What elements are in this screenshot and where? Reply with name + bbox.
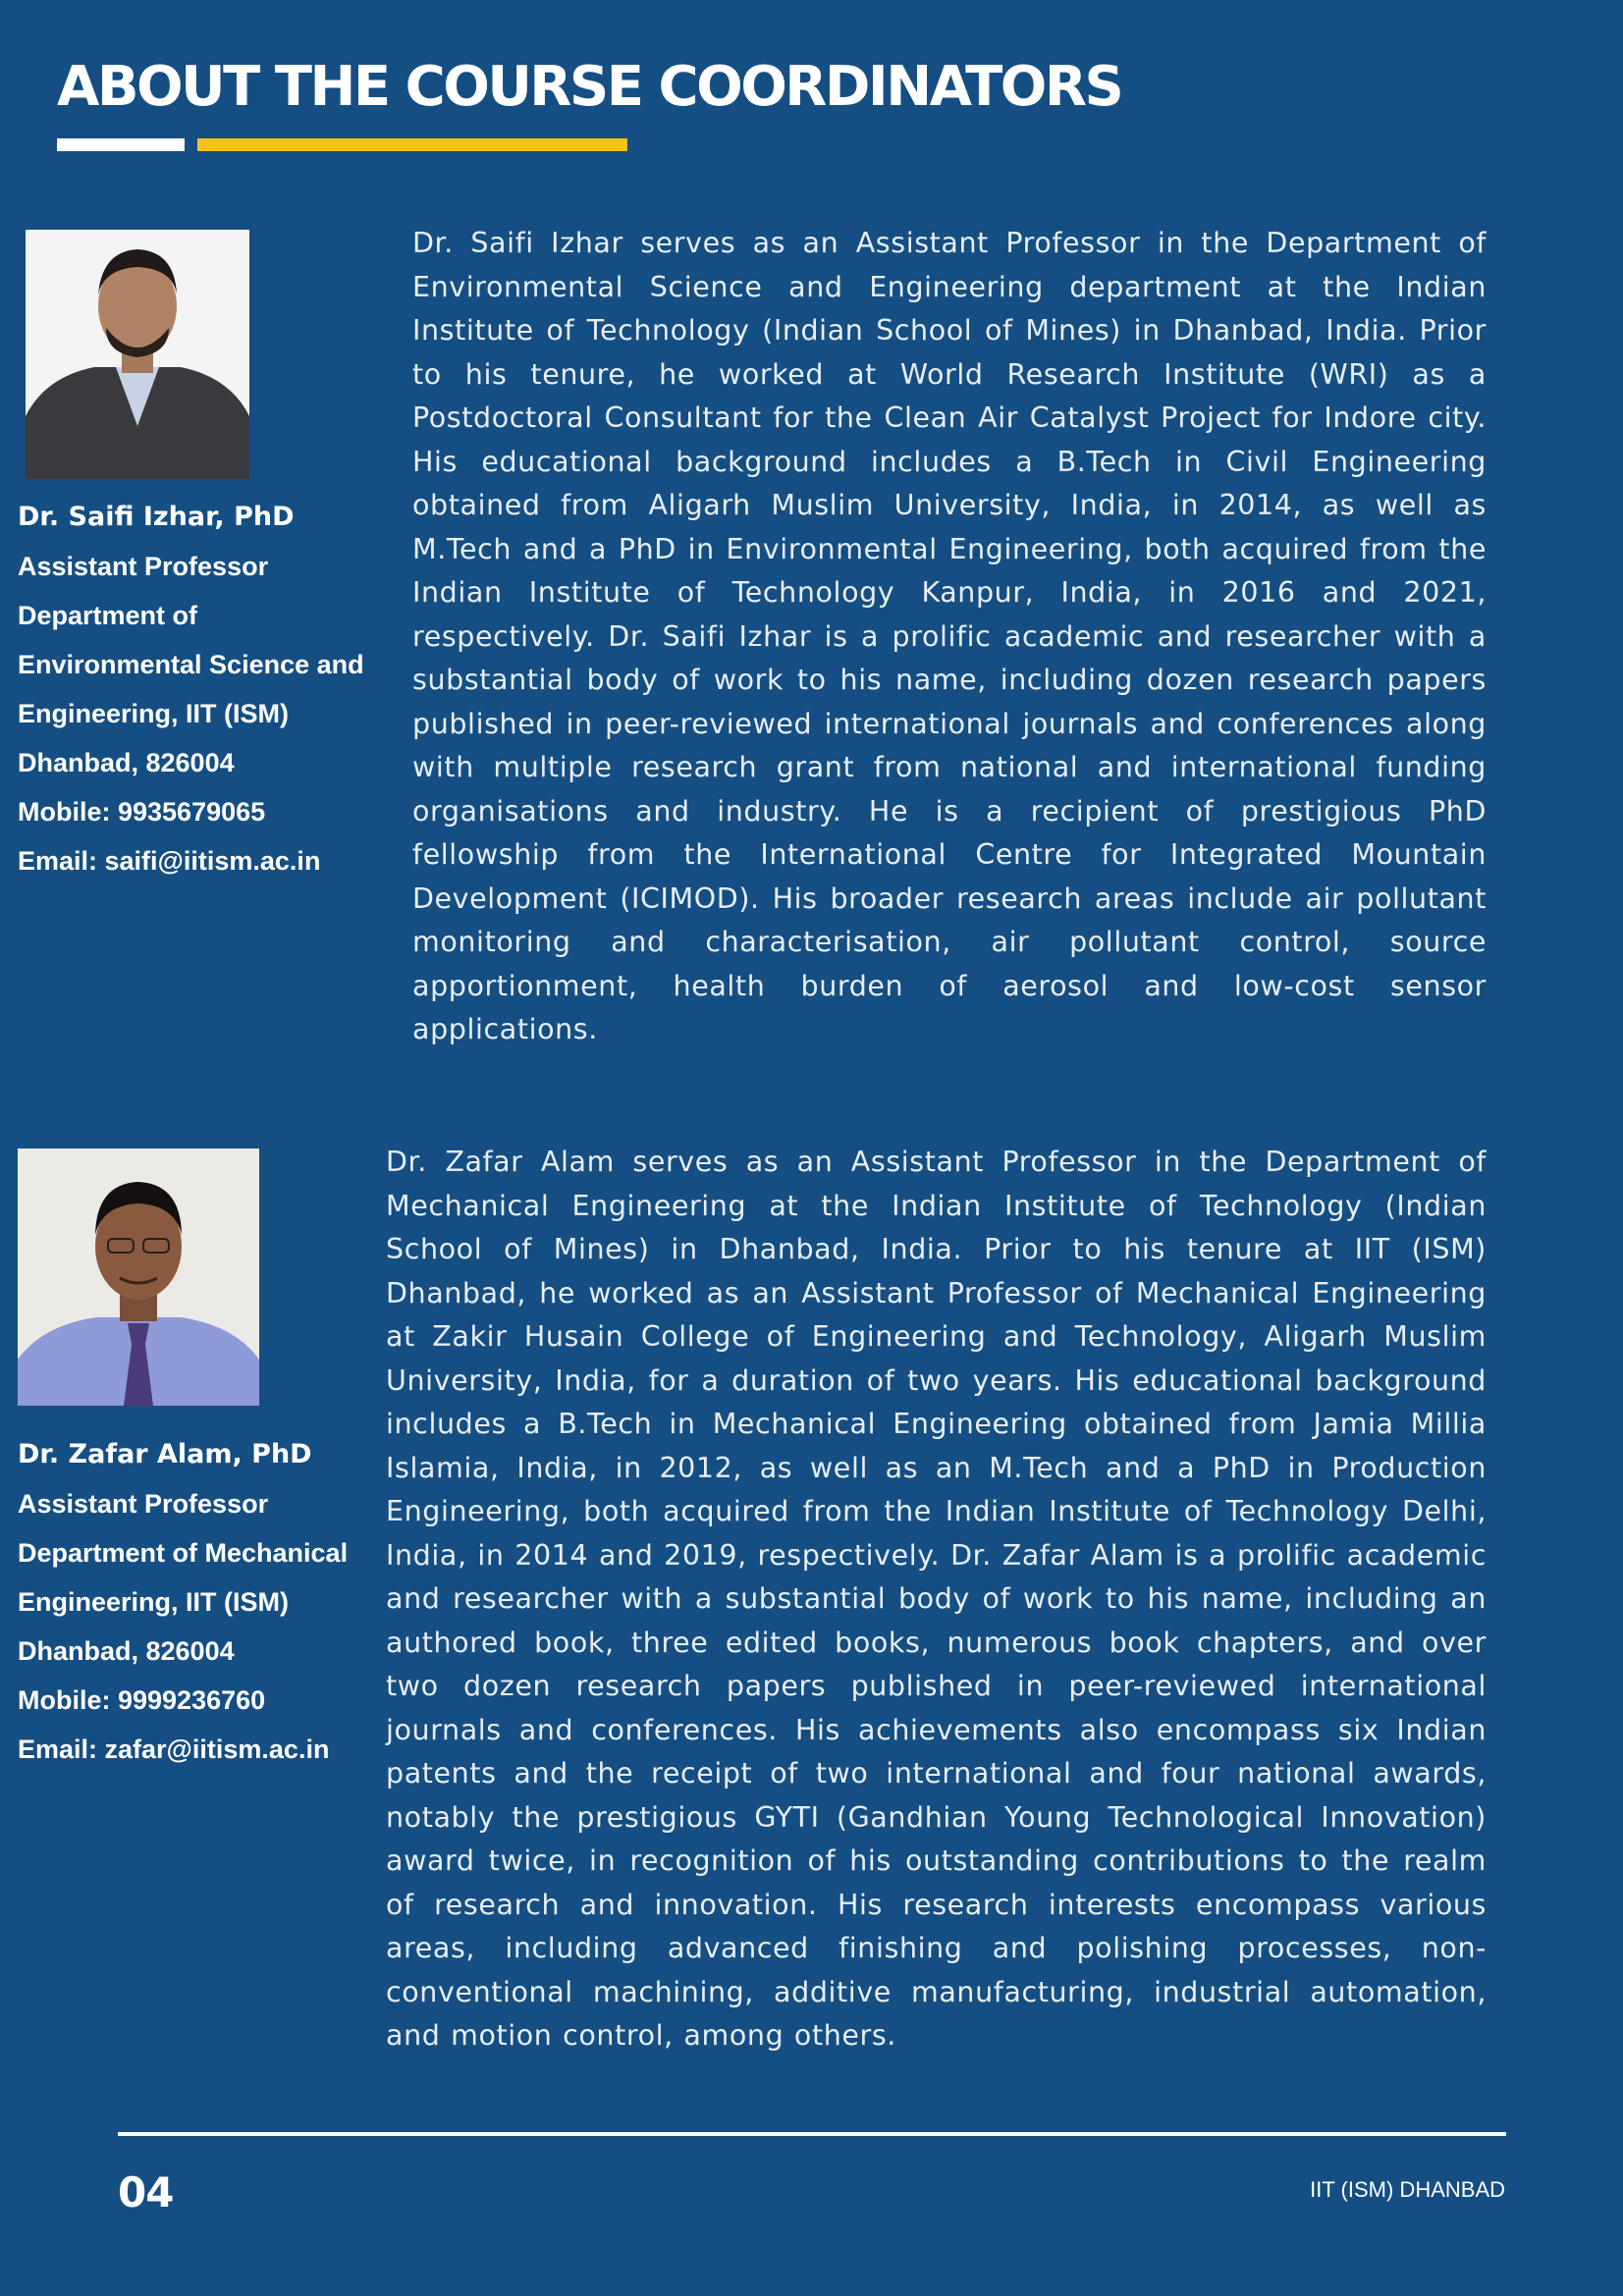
- coordinator-2-photo: [18, 1148, 259, 1406]
- coordinator-2-institute: Engineering, IIT (ISM): [18, 1587, 289, 1617]
- coordinator-2-department: Department of Mechanical: [18, 1538, 349, 1568]
- coordinator-1-institute: Engineering, IIT (ISM): [18, 699, 289, 728]
- coordinator-1-bio: Dr. Saifi Izhar serves as an Assistant Professor in the Department of Environmental Science and Engineering department at the Indian Institute of Technology (Indian School of Mines) in Dhanbad, India. Prior to his tenure, he worked at World Research Institute (WRI) as a Postdoctoral Consultant for the Clean Air Catalyst Project for Indore city. His educational background includes a B.Tech in Civil Engineering obtained from Aligarh Muslim University, India, in 2014, as well as M.Tech and a PhD in Environmental Engineering, both acquired from the Indian Institute of Technology Kanpur, India, in 2016 and 2021, respectively. Dr. Saifi Izhar is a prolific academic and researcher with a substantial body of work to his name, including dozen research papers published in peer-reviewed international journals and conferences along with multiple research grant from national and international funding organisations and industry. He is a recipient of prestigious PhD fellowship from the International Centre for Integrated Mountain Development (ICIMOD). His broader research areas include air pollutant monitoring and characterisation, air pollutant control, source apportionment, health burden of aerosol and low-cost sensor applications.: [412, 227, 1487, 1045]
- coordinator-2-title: Assistant Professor: [18, 1489, 269, 1519]
- title-underline-yellow: [197, 138, 627, 151]
- coordinator-1-photo: [26, 230, 249, 479]
- portrait-photo-icon: [18, 1148, 259, 1406]
- footer-divider: [118, 2132, 1506, 2136]
- coordinator-2-info: [18, 1430, 391, 1774]
- footer-institution: IIT (ISM) DHANBAD: [1310, 2177, 1505, 2202]
- title-underline-white: [57, 138, 185, 151]
- coordinator-2-address: Dhanbad, 826004: [18, 1636, 235, 1666]
- coordinator-1-info: [18, 493, 391, 885]
- coordinator-2-bio: Dr. Zafar Alam serves as an Assistant Professor in the Department of Mechanical Engineering at the Indian Institute of Technology (Indian School of Mines) in Dhanbad, India. Prior to his tenure at IIT (ISM) Dhanbad, he worked as an Assistant Professor of Mechanical Engineering at Zakir Husain College of Engineering and Technology, Aligarh Muslim University, India, for a duration of two years. His educational background includes a B.Tech in Mechanical Engineering obtained from Jamia Millia Islamia, India, in 2012, as well as an M.Tech and a PhD in Production Engineering, both acquired from the Indian Institute of Technology Delhi, India, in 2014 and 2019, respectively. Dr. Zafar Alam is a prolific academic and researcher with a substantial body of work to his name, including an authored book, three edited books, numerous book chapters, and over two dozen research papers published in peer-reviewed international journals and conferences. His achievements also encompass six Indian patents and the receipt of two international and four national awards, notably the prestigious GYTI (Gandhian Young Technological Innovation) award twice, in recognition of his outstanding contributions to the realm of research and innovation. His research interests encompass various areas, including advanced finishing and polishing processes, non-conventional machining, additive manufacturing, industrial automation, and motion control, among others.: [386, 1146, 1487, 2052]
- coordinator-2-email: Email: zafar@iitism.ac.in: [18, 1735, 330, 1764]
- portrait-photo-icon: [26, 230, 249, 479]
- page-title: ABOUT THE COURSE COORDINATORS: [57, 55, 1122, 119]
- coordinator-1-department: Environmental Science and: [18, 650, 364, 679]
- coordinator-2-name: Dr. Zafar Alam, PhD: [18, 1439, 312, 1469]
- coordinator-2-mobile: Mobile: 9999236760: [18, 1685, 266, 1715]
- coordinator-1-email: Email: saifi@iitism.ac.in: [18, 846, 321, 876]
- coordinator-1-address: Dhanbad, 826004: [18, 748, 235, 777]
- coordinator-1-department: Department of: [18, 601, 198, 630]
- coordinator-1-name: Dr. Saifi Izhar, PhD: [18, 502, 295, 532]
- coordinator-1-title: Assistant Professor: [18, 552, 269, 581]
- page-number: 04: [118, 2168, 174, 2216]
- coordinator-1-mobile: Mobile: 9935679065: [18, 797, 266, 827]
